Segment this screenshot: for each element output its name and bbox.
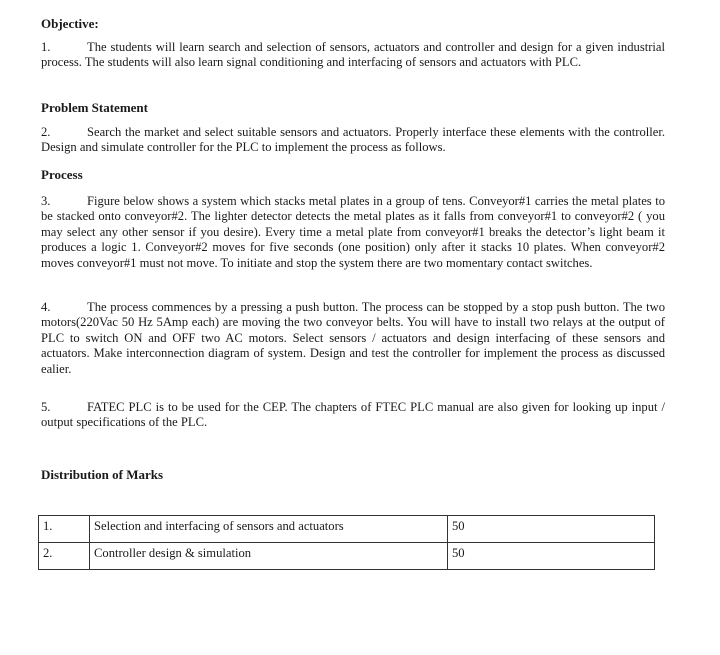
paragraph-1 [41, 40, 665, 71]
row-number: 2. [39, 543, 90, 570]
paragraph-4 [41, 300, 665, 377]
row-item: Selection and interfacing of sensors and actuators [90, 516, 448, 543]
paragraph-number: 3. [41, 194, 51, 208]
paragraph-3 [41, 194, 665, 271]
table-row [39, 543, 655, 570]
paragraph-text: Search the market and select suitable sensors and actuators. Properly interface these elements with the controller. Design and simulate controller for the PLC to implement the process as follows. [41, 125, 665, 155]
paragraph-text: The students will learn search and selection of sensors, actuators and controller and design for a given industrial process. The students will also learn signal conditioning and interfacing of sensors and actuators with PLC. [41, 40, 665, 70]
paragraph-text: The process commences by a pressing a push button. The process can be stopped by a stop push button. The two motors(220Vac 50 Hz 5Amp each) are moving the two conveyor belts. You will have to install two relays at the output of PLC to switch ON and OFF two AC motors. Select sensors / actuators and design interfacing of these sensors and actuators. Make interconnection diagram of system. Design and test the controller for implement the process as discussed ealier. [41, 300, 665, 376]
process-heading: Process [41, 167, 83, 182]
paragraph-text: Figure below shows a system which stacks metal plates in a group of tens. Conveyor#1 carries the metal plates to be stacked onto conveyor#2. The lighter detector detects the metal plates as it falls from conveyor#1 to conveyor#2 ( you may select any other sensor if you desire). Every time a metal plate from conveyor#1 breaks the detector’s light beam it produces a logic 1. Conveyor#2 moves for five seconds (one position) only after it stacks 10 plates. When conveyor#2 moves conveyor#1 must not move. To initiate and stop the system there are two momentary contact switches. [41, 194, 665, 270]
row-marks: 50 [448, 543, 655, 570]
row-item: Controller design & simulation [90, 543, 448, 570]
paragraph-number: 2. [41, 125, 51, 139]
distribution-heading: Distribution of Marks [41, 467, 164, 482]
table-row [39, 516, 655, 543]
paragraph-2 [41, 125, 665, 156]
row-number: 1. [39, 516, 90, 543]
paragraph-number: 5. [41, 400, 51, 414]
paragraph-text: FATEC PLC is to be used for the CEP. The chapters of FTEC PLC manual are also given for looking up input / output specifications of the PLC. [41, 400, 665, 430]
paragraph-5 [41, 400, 665, 431]
row-marks: 50 [448, 516, 655, 543]
paragraph-number: 1. [41, 40, 51, 54]
objective-heading: Objective: [41, 16, 99, 31]
problem-statement-heading: Problem Statement [41, 100, 148, 115]
marks-table [38, 515, 655, 570]
paragraph-number: 4. [41, 300, 51, 314]
